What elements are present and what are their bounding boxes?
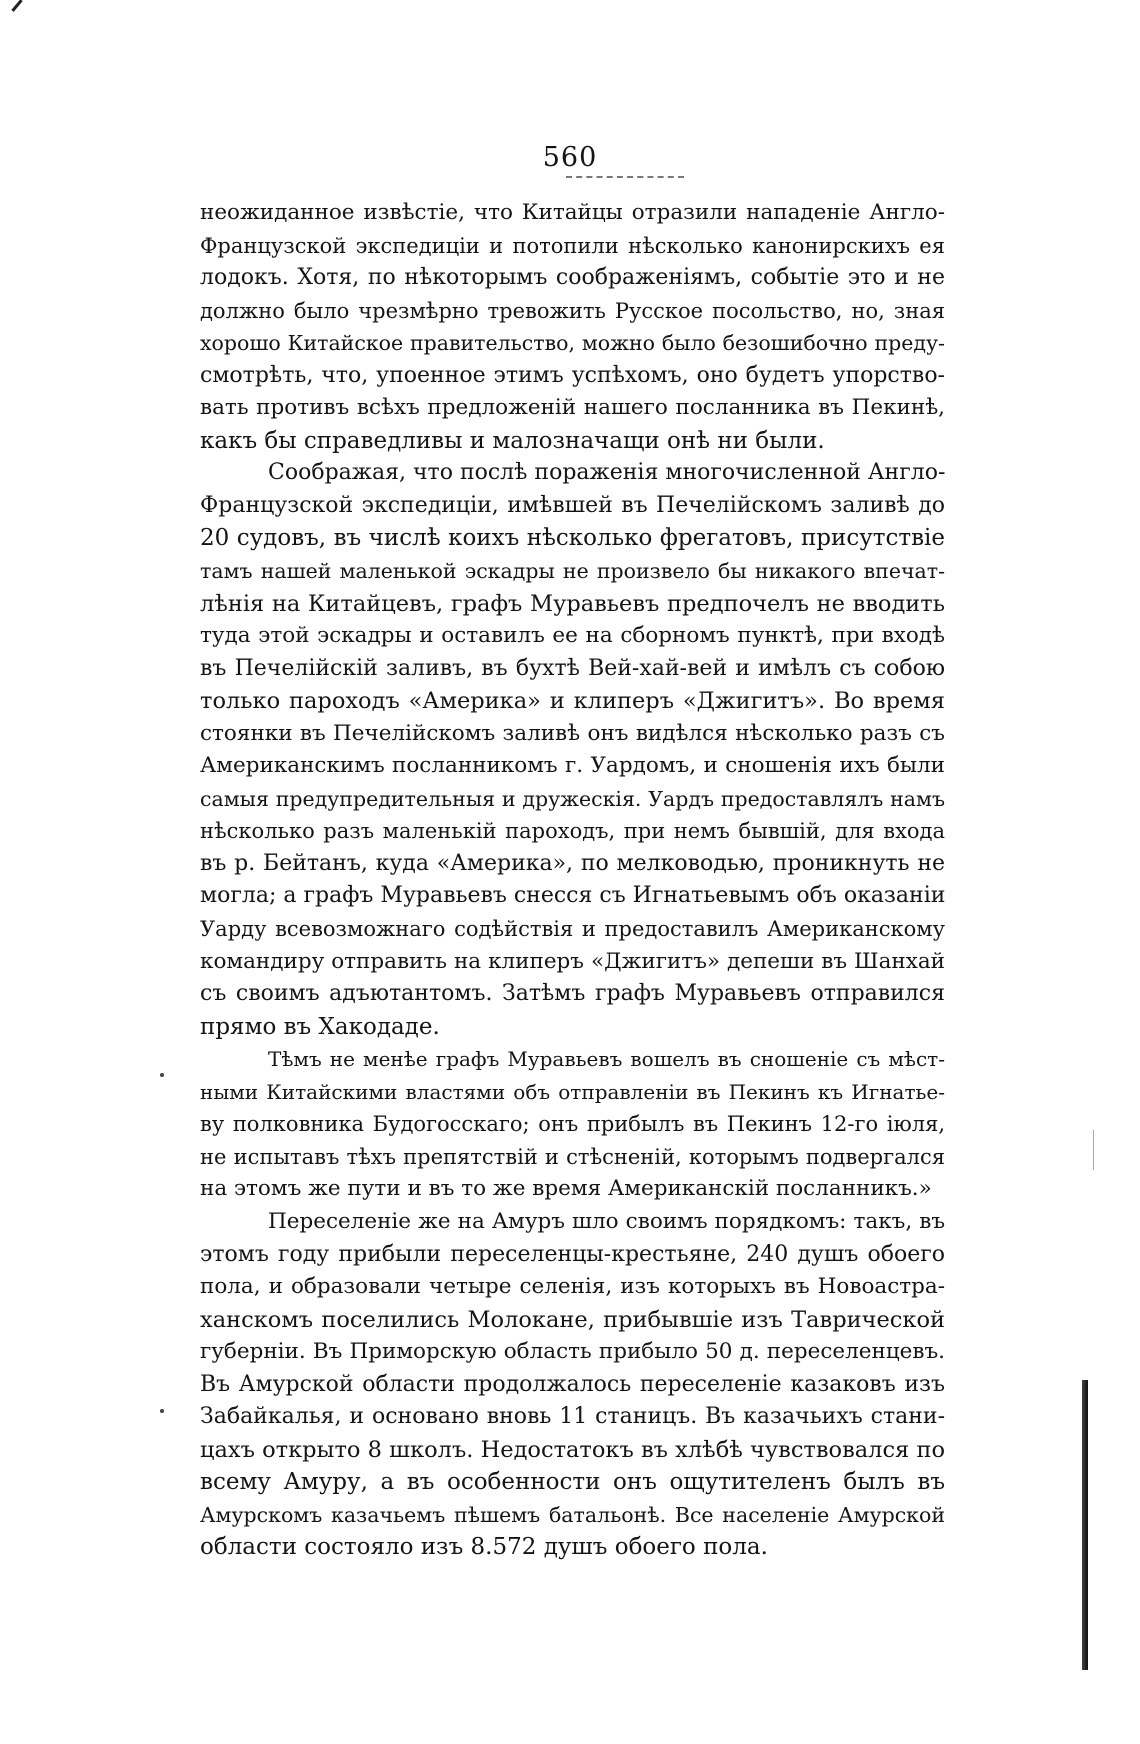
text-line: не испытавъ тѣхъ препятствій и стѣсненій, которымъ подвергался xyxy=(200,1144,945,1169)
text-line: лѣнія на Китайцевъ, графъ Муравьевъ предпочелъ не вводить xyxy=(200,590,945,617)
text-line: должно было чрезмѣрно тревожить Русское посольство, но, зная xyxy=(200,298,945,323)
corner-scan-mark xyxy=(11,0,22,12)
text-line: Уарду всевозможнаго содѣйствія и предоставилъ Американскому xyxy=(200,917,945,942)
margin-dot xyxy=(160,1073,164,1077)
text-line: 20 судовъ, въ числѣ коихъ нѣсколько фрегатовъ, присутствіе xyxy=(200,525,945,552)
text-line: всему Амуру, а въ особенности онъ ощутителенъ былъ въ xyxy=(200,1469,945,1496)
text-line: неожиданное извѣстіе, что Китайцы отразили нападеніе Англо- xyxy=(200,200,945,225)
text-line: цахъ открыто 8 школъ. Недостатокъ въ хлѣбѣ чувствовался по xyxy=(200,1436,945,1463)
text-line: Соображая, что послѣ пораженія многочисленной Англо- xyxy=(268,460,946,486)
text-line: этомъ году прибыли переселенцы-крестьяне, 240 душъ обоего xyxy=(200,1241,945,1267)
page-number: 560 xyxy=(542,142,598,173)
text-line: пола, и образовали четыре селенія, изъ которыхъ въ Новоастра- xyxy=(200,1274,945,1300)
text-line: прямо въ Хакодаде. xyxy=(200,1013,440,1040)
text-line: Переселеніе же на Амуръ шло своимъ порядкомъ: такъ, въ xyxy=(268,1208,945,1234)
page-number-rule xyxy=(566,176,684,178)
scan-edge-line xyxy=(1093,1130,1094,1170)
text-line: вать противъ всѣхъ предложеній нашего посланника въ Пекинѣ, xyxy=(200,395,945,421)
text-line: Амурскомъ казачьемъ пѣшемъ батальонѣ. Все населеніе Амурской xyxy=(200,1502,945,1527)
margin-dot xyxy=(160,1409,164,1413)
body-text xyxy=(200,197,945,1564)
text-line: хорошо Китайское правительство, можно было безошибочно преду- xyxy=(200,331,945,356)
text-line: Французской экспедиціи и потопили нѣсколько канонирскихъ ея xyxy=(200,233,945,258)
page-spine-shadow xyxy=(1082,1380,1088,1670)
text-line: лодокъ. Хотя, по нѣкоторымъ соображеніямъ, событіе это и не xyxy=(200,265,945,291)
text-line: стоянки въ Печелійскомъ заливѣ онъ видѣлся нѣсколько разъ съ xyxy=(200,720,945,746)
text-line: Французской экспедиціи, имѣвшей въ Печелійскомъ заливѣ до xyxy=(200,492,945,518)
text-line: Въ Амурской области продолжалось переселеніе казаковъ изъ xyxy=(200,1371,945,1397)
text-line: ву полковника Будогосскаго; онъ прибылъ въ Пекинъ 12-го іюля, xyxy=(200,1112,945,1137)
text-line: туда этой эскадры и оставилъ ее на сборномъ пунктѣ, при входѣ xyxy=(200,623,945,649)
text-line: могла; а графъ Муравьевъ снесся съ Игнатьевымъ объ оказаніи xyxy=(200,883,946,909)
text-line: съ своимъ адъютантомъ. Затѣмъ графъ Муравьевъ отправился xyxy=(200,981,945,1007)
text-line: нѣсколько разъ маленькій пароходъ, при немъ бывшій, для входа xyxy=(200,819,945,844)
text-line: командиру отправить на клиперъ «Джигитъ» депеши въ Шанхай xyxy=(200,948,945,974)
text-line: ными Китайскими властями объ отправленіи въ Пекинъ къ Игнатье- xyxy=(200,1079,945,1104)
text-line: только пароходъ «Америка» и клиперъ «Джигитъ». Во время xyxy=(200,688,945,715)
text-line: самыя предупредительныя и дружескія. Уардъ предоставлялъ намъ xyxy=(200,786,945,811)
text-line: Американскимъ посланникомъ г. Уардомъ, и сношенія ихъ были xyxy=(200,753,945,779)
text-line: области состояло изъ 8.572 душъ обоего пола. xyxy=(200,1534,768,1561)
text-line: въ Печелійскій заливъ, въ бухтѣ Вей-хай-вей и имѣлъ съ собою xyxy=(200,655,945,681)
text-line: Тѣмъ не менѣе графъ Муравьевъ вошелъ въ сношеніе съ мѣст- xyxy=(268,1047,945,1072)
text-line: какъ бы справедливы и малозначащи онѣ ни были. xyxy=(200,427,825,454)
text-line: губерніи. Въ Приморскую область прибыло 50 д. переселенцевъ. xyxy=(200,1339,945,1365)
text-line: тамъ нашей маленькой эскадры не произвело бы никакого впечат- xyxy=(200,559,945,584)
text-line: Забайкалья, и основано вновь 11 станицъ. Въ казачьихъ стани- xyxy=(200,1404,945,1430)
text-line: ханскомъ поселились Молокане, прибывшіе изъ Таврической xyxy=(200,1306,945,1333)
text-line: смотрѣть, что, упоенное этимъ успѣхомъ, оно будетъ упорство- xyxy=(200,362,945,388)
text-line: въ р. Бейтанъ, куда «Америка», по мелководью, проникнуть не xyxy=(200,850,945,876)
text-line: на этомъ же пути и въ то же время Американскій посланникъ.» xyxy=(200,1176,932,1202)
